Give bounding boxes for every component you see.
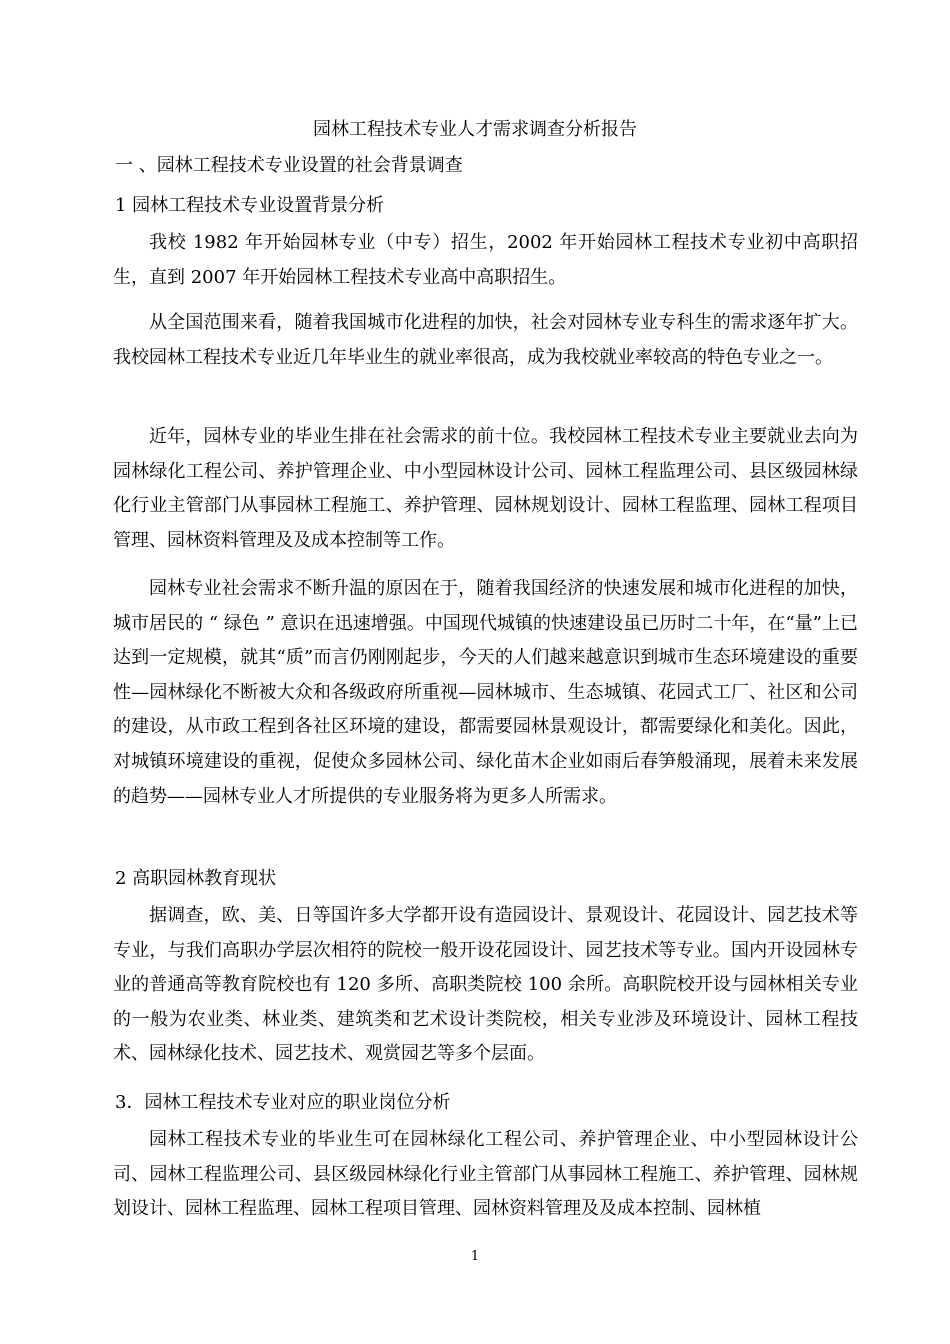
paragraph-3: 近年，园林专业的毕业生排在社会需求的前十位。我校园林工程技术专业主要就业去向为园林绿化工程公司、养护管理企业、中小型园林设计公司、园林工程监理公司、县区级园林绿化行业主管部门从事园林工程施工、养护管理、园林规划设计、园林工程监理、园林工程项目管理、园林资料管理及及成本控制等工作。 (113, 426, 858, 551)
paragraph-5: 据调查，欧、美、日等国许多大学都开设有造园设计、景观设计、花园设计、园艺技术等专业，与我们高职办学层次相符的院校一般开设花园设计、园艺技术等专业。国内开设园林专业的普通高等教育院校也有 120 多所、高职类院校 100 余所。高职院校开设与园林相关专业的一般为农业类、林业类、建筑类和艺术设计类院校，相关专业涉及环境设计、园林工程技术、园林绿化技术、园艺技术、观赏园艺等多个层面。 (113, 905, 858, 1065)
subsection-heading-2: 2 高职园林教育现状 (115, 868, 277, 889)
paragraph-1: 我校 1982 年开始园林专业（中专）招生，2002 年开始园林工程技术专业初中高职招生，直到 2007 年开始园林工程技术专业高中高职招生。 (113, 232, 858, 288)
paragraph-4: 园林专业社会需求不断升温的原因在于，随着我国经济的快速发展和城市化进程的加快，城市居民的 “ 绿色 ” 意识在迅速增强。中国现代城镇的快速建设虽已历时二十年，在“量”上已达到一定规模，就其“质”而言仍刚刚起步，今天的人们越来越意识到城市生态环境建设的重要性—园林绿化不断被大众和各级政府所重视—园林城市、生态城镇、花园式工厂、社区和公司的建设，从市政工程到各社区环境的建设，都需要园林景观设计，都需要绿化和美化。因此，对城镇环境建设的重视，促使众多园林公司、绿化苗木企业如雨后春笋般涌现，展着未来发展的趋势——园林专业人才所提供的专业服务将为更多人所需求。 (113, 578, 858, 807)
paragraph-6: 园林工程技术专业的毕业生可在园林绿化工程公司、养护管理企业、中小型园林设计公司、园林工程监理公司、县区级园林绿化行业主管部门从事园林工程施工、养护管理、园林规划设计、园林工程监理、园林工程项目管理、园林资料管理及及成本控制、园林植 (113, 1129, 858, 1220)
page-number: 1 (470, 1249, 480, 1264)
paragraph-2: 从全国范围来看，随着我国城市化进程的加快，社会对园林专业专科生的需求逐年扩大。我校园林工程技术专业近几年毕业生的就业率很高，成为我校就业率较高的特色专业之一。 (113, 312, 858, 368)
section-heading-1: 一 、园林工程技术专业设置的社会背景调查 (115, 155, 463, 176)
subsection-heading-3: 3．园林工程技术专业对应的职业岗位分析 (115, 1092, 451, 1113)
document-title: 园林工程技术专业人才需求调查分析报告 (313, 119, 637, 140)
subsection-heading-1: 1 园林工程技术专业设置背景分析 (115, 195, 385, 216)
